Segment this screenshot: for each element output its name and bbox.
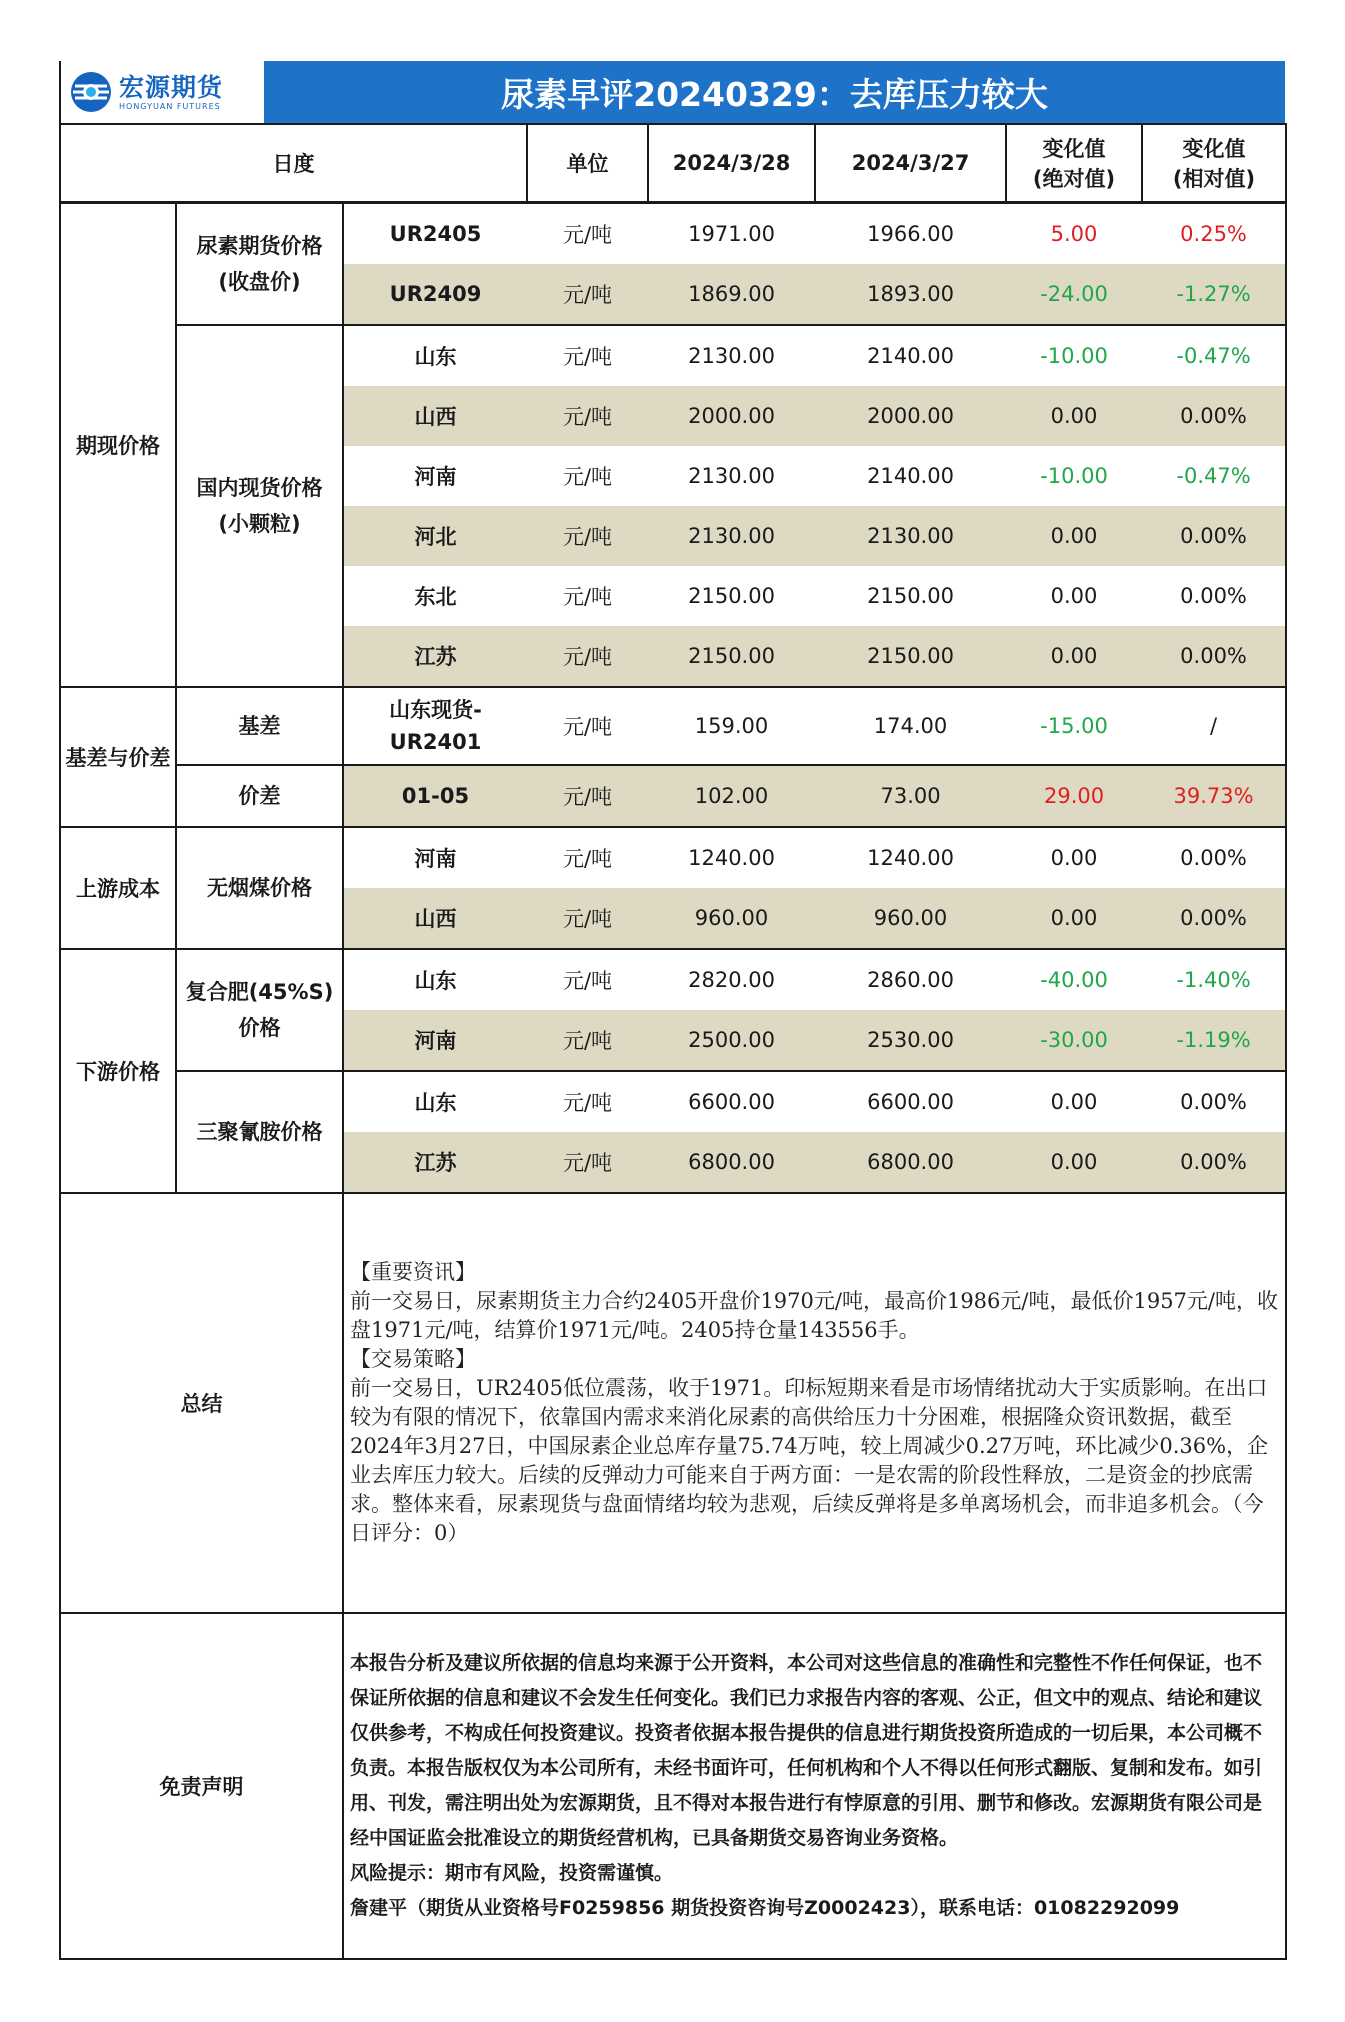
sub-melamine-price: 三聚氰胺价格 [176, 1071, 343, 1193]
abs-change-cell: 0.00 [1050, 846, 1098, 870]
unit-cell: 元/吨 [562, 465, 613, 489]
summary-row [60, 1193, 1286, 1613]
unit-cell: 元/吨 [527, 1010, 648, 1071]
disclaimer-text: 本报告分析及建议所依据的信息均来源于公开资料，本公司对这些信息的准确性和完整性不作任何保证，也不保证所依据的信息和建议不会发生任何变化。我们已力求报告内容的客观、公正，但文中的观点、结论和建议仅供参考，不构成任何投资建议。投资者依据本报告提供的信息进行期货投资所造成的一切后果，本公司概不负责。本报告版权仅为本公司所有，未经书面许可，任何机构和个人不得以任何形式翻版、复制和发布。如引用、刊发，需注明出处为宏源期货，且不得对本报告进行有悖原意的引用、删节和修改。宏源期货有限公司是经中国证监会批准设立的期货经营机构，已具备期货交易咨询业务资格。 [350, 1652, 1263, 1849]
value-date1: 2130.00 [688, 344, 775, 368]
rel-change-cell: 0.00% [1142, 566, 1286, 626]
abs-change-cell: 0.00 [1006, 506, 1142, 566]
value-date1: 2150.00 [648, 626, 815, 687]
sub-futures-l2: (收盘价) [218, 270, 301, 294]
disclaimer-label: 免责声明 [60, 1613, 343, 1959]
sub-spot-l1: 国内现货价格 [196, 476, 323, 500]
value-date2: 2150.00 [815, 626, 1006, 687]
category-shangyou: 上游成本 [60, 827, 176, 949]
item-cell: 山西 [343, 386, 527, 446]
col-abs-line1: 变化值 [1042, 137, 1106, 161]
logo-en: HONGYUAN FUTURES [119, 101, 221, 111]
item-cell: 河南 [414, 847, 457, 871]
analyst-contact: 詹建平（期货从业资格号F0259856 期货投资咨询号Z0002423），联系电话：01082292099 [350, 1897, 1180, 1919]
col-dimension: 日度 [60, 124, 527, 203]
value-date2: 1966.00 [867, 222, 954, 246]
table-row [60, 765, 1286, 827]
item-cell: 河南 [343, 1010, 527, 1071]
item-cell: 山东 [414, 1091, 457, 1115]
unit-cell: 元/吨 [527, 765, 648, 827]
col-date2: 2024/3/27 [815, 124, 1006, 203]
value-date2: 2130.00 [815, 506, 1006, 566]
item-cell: 01-05 [343, 765, 527, 827]
col-date1: 2024/3/28 [648, 124, 815, 203]
rel-change-cell: 0.25% [1142, 203, 1286, 265]
value-date1: 1971.00 [688, 222, 775, 246]
unit-cell: 元/吨 [527, 888, 648, 949]
abs-change-cell: 0.00 [1006, 888, 1142, 949]
abs-change-cell: 0.00 [1050, 1090, 1098, 1114]
risk-notice: 风险提示：期市有风险，投资需谨慎。 [350, 1862, 674, 1884]
col-abs-line2: (绝对值) [1032, 167, 1116, 191]
sub-futures-l1: 尿素期货价格 [196, 234, 323, 258]
value-date1: 960.00 [648, 888, 815, 949]
table-row [60, 203, 1286, 265]
sub-spot-price [176, 325, 343, 687]
value-date2: 1240.00 [867, 846, 954, 870]
sub-spot-l2: (小颗粒) [218, 512, 301, 536]
unit-cell: 元/吨 [527, 626, 648, 687]
hongyuan-logo-icon [69, 70, 113, 114]
report-title: 尿素早评20240329：去库压力较大 [264, 61, 1285, 123]
unit-cell: 元/吨 [562, 585, 613, 609]
unit-cell: 元/吨 [562, 847, 613, 871]
abs-change-cell: 29.00 [1006, 765, 1142, 827]
abs-change-cell: 5.00 [1050, 222, 1098, 246]
rel-change-cell: 0.00% [1142, 1132, 1286, 1193]
col-abs-change [1006, 124, 1142, 203]
rel-change-cell: -1.27% [1142, 264, 1286, 325]
unit-cell: 元/吨 [527, 687, 648, 765]
item-cell: 山东 [414, 345, 457, 369]
sub-fertilizer-price [176, 949, 343, 1071]
value-date2: 6800.00 [815, 1132, 1006, 1193]
rel-change-cell: 0.00% [1142, 827, 1286, 888]
col-rel-change [1142, 124, 1286, 203]
value-date1: 2500.00 [648, 1010, 815, 1071]
value-date2: 2140.00 [867, 464, 954, 488]
table-row [60, 949, 1286, 1010]
value-date2: 2000.00 [815, 386, 1006, 446]
item-cell: UR2405 [389, 222, 482, 246]
logo [59, 61, 264, 123]
value-date1: 2130.00 [688, 464, 775, 488]
table-row [60, 1071, 1286, 1132]
category-qixian: 期现价格 [60, 203, 176, 688]
value-date2: 2150.00 [867, 584, 954, 608]
abs-change-cell: -10.00 [1040, 464, 1108, 488]
item-cell: 山东 [414, 969, 457, 993]
col-unit: 单位 [527, 124, 648, 203]
value-date1: 102.00 [648, 765, 815, 827]
abs-change-cell: 0.00 [1006, 626, 1142, 687]
table-header [60, 124, 1286, 203]
value-date1: 6600.00 [688, 1090, 775, 1114]
col-rel-line2: (相对值) [1172, 167, 1256, 191]
rel-change-cell: 0.00% [1142, 626, 1286, 687]
value-date1: 159.00 [648, 687, 815, 765]
rel-change-cell: -1.40% [1142, 949, 1286, 1010]
value-date2: 6600.00 [867, 1090, 954, 1114]
item-cell: 江苏 [343, 1132, 527, 1193]
table-row [60, 325, 1286, 386]
item-cell: 山西 [343, 888, 527, 949]
unit-cell: 元/吨 [527, 1132, 648, 1193]
value-date1: 2130.00 [648, 506, 815, 566]
value-date2: 174.00 [815, 687, 1006, 765]
category-jicha: 基差与价差 [60, 687, 176, 827]
sub-spread: 价差 [176, 765, 343, 827]
strategy-heading: 【交易策略】 [350, 1347, 476, 1371]
category-xiayou: 下游价格 [60, 949, 176, 1193]
value-date2: 2860.00 [867, 968, 954, 992]
rel-change-cell: 0.00% [1142, 888, 1286, 949]
logo-text [119, 74, 223, 111]
summary-body [343, 1193, 1286, 1613]
logo-cn: 宏源期货 [119, 72, 224, 102]
table-row [60, 687, 1286, 765]
abs-change-cell: -40.00 [1040, 968, 1108, 992]
table-row [60, 827, 1286, 888]
item-cell [343, 687, 527, 765]
item-cell: UR2409 [343, 264, 527, 325]
rel-change-cell: 0.00% [1142, 506, 1286, 566]
sub-fert-l1: 复合肥(45%S) [185, 980, 334, 1004]
disclaimer-body [343, 1613, 1286, 1959]
item-cell: 江苏 [343, 626, 527, 687]
report [59, 61, 1285, 1960]
strategy-text: 前一交易日，UR2405低位震荡，收于1971。印标短期来看是市场情绪扰动大于实质影响。在出口较为有限的情况下，依靠国内需求来消化尿素的高供给压力十分困难，根据隆众资讯数据，截至2024年3月27日，中国尿素企业总库存量75.74万吨，较上周减少0.27万吨，环比减少0.36%，企业去库压力较大。后续的反弹动力可能来自于两方面：一是农需的阶段性释放，二是资金的抄底需求。整体来看，尿素现货与盘面情绪均较为悲观，后续反弹将是多单离场机会，而非追多机会。（今日评分：0） [350, 1376, 1269, 1545]
sub-futures-price [176, 203, 343, 326]
unit-cell: 元/吨 [562, 223, 613, 247]
value-date1: 1240.00 [688, 846, 775, 870]
value-date2: 73.00 [815, 765, 1006, 827]
unit-cell: 元/吨 [562, 1091, 613, 1115]
col-rel-line1: 变化值 [1182, 137, 1246, 161]
news-text: 前一交易日，尿素期货主力合约2405开盘价1970元/吨，最高价1986元/吨，最低价1957元/吨，收盘1971元/吨，结算价1971元/吨。2405持仓量143556手。 [350, 1289, 1278, 1342]
rel-change-cell: 0.00% [1142, 386, 1286, 446]
rel-change-cell: -1.19% [1142, 1010, 1286, 1071]
item-cell: 河南 [414, 465, 457, 489]
value-date2: 1893.00 [815, 264, 1006, 325]
value-date1: 6800.00 [648, 1132, 815, 1193]
rel-change-cell: / [1142, 687, 1286, 765]
sub-basis: 基差 [176, 687, 343, 765]
rel-change-cell: 0.00% [1142, 1071, 1286, 1132]
news-heading: 【重要资讯】 [350, 1260, 476, 1284]
value-date1: 2820.00 [688, 968, 775, 992]
abs-change-cell: 0.00 [1050, 584, 1098, 608]
rel-change-cell: 39.73% [1142, 765, 1286, 827]
item-basis-l1: 山东现货- [389, 698, 482, 722]
abs-change-cell: -10.00 [1040, 344, 1108, 368]
sub-coal-price: 无烟煤价格 [176, 827, 343, 949]
sub-fert-l2: 价格 [238, 1016, 281, 1040]
item-cell: 东北 [414, 585, 457, 609]
abs-change-cell: -24.00 [1006, 264, 1142, 325]
item-basis-l2: UR2401 [389, 730, 482, 754]
disclaimer-row [60, 1613, 1286, 1959]
report-header [59, 61, 1285, 123]
value-date1: 1869.00 [648, 264, 815, 325]
summary-label: 总结 [60, 1193, 343, 1613]
unit-cell: 元/吨 [562, 969, 613, 993]
value-date2: 2140.00 [867, 344, 954, 368]
abs-change-cell: 0.00 [1006, 1132, 1142, 1193]
value-date1: 2000.00 [648, 386, 815, 446]
rel-change-cell: -0.47% [1142, 325, 1286, 386]
abs-change-cell: -30.00 [1006, 1010, 1142, 1071]
unit-cell: 元/吨 [527, 506, 648, 566]
unit-cell: 元/吨 [527, 264, 648, 325]
unit-cell: 元/吨 [527, 386, 648, 446]
value-date2: 960.00 [815, 888, 1006, 949]
value-date1: 2150.00 [688, 584, 775, 608]
value-date2: 2530.00 [815, 1010, 1006, 1071]
item-cell: 河北 [343, 506, 527, 566]
unit-cell: 元/吨 [562, 345, 613, 369]
abs-change-cell: 0.00 [1006, 386, 1142, 446]
abs-change-cell: -15.00 [1006, 687, 1142, 765]
price-table [59, 123, 1287, 1960]
rel-change-cell: -0.47% [1142, 446, 1286, 506]
